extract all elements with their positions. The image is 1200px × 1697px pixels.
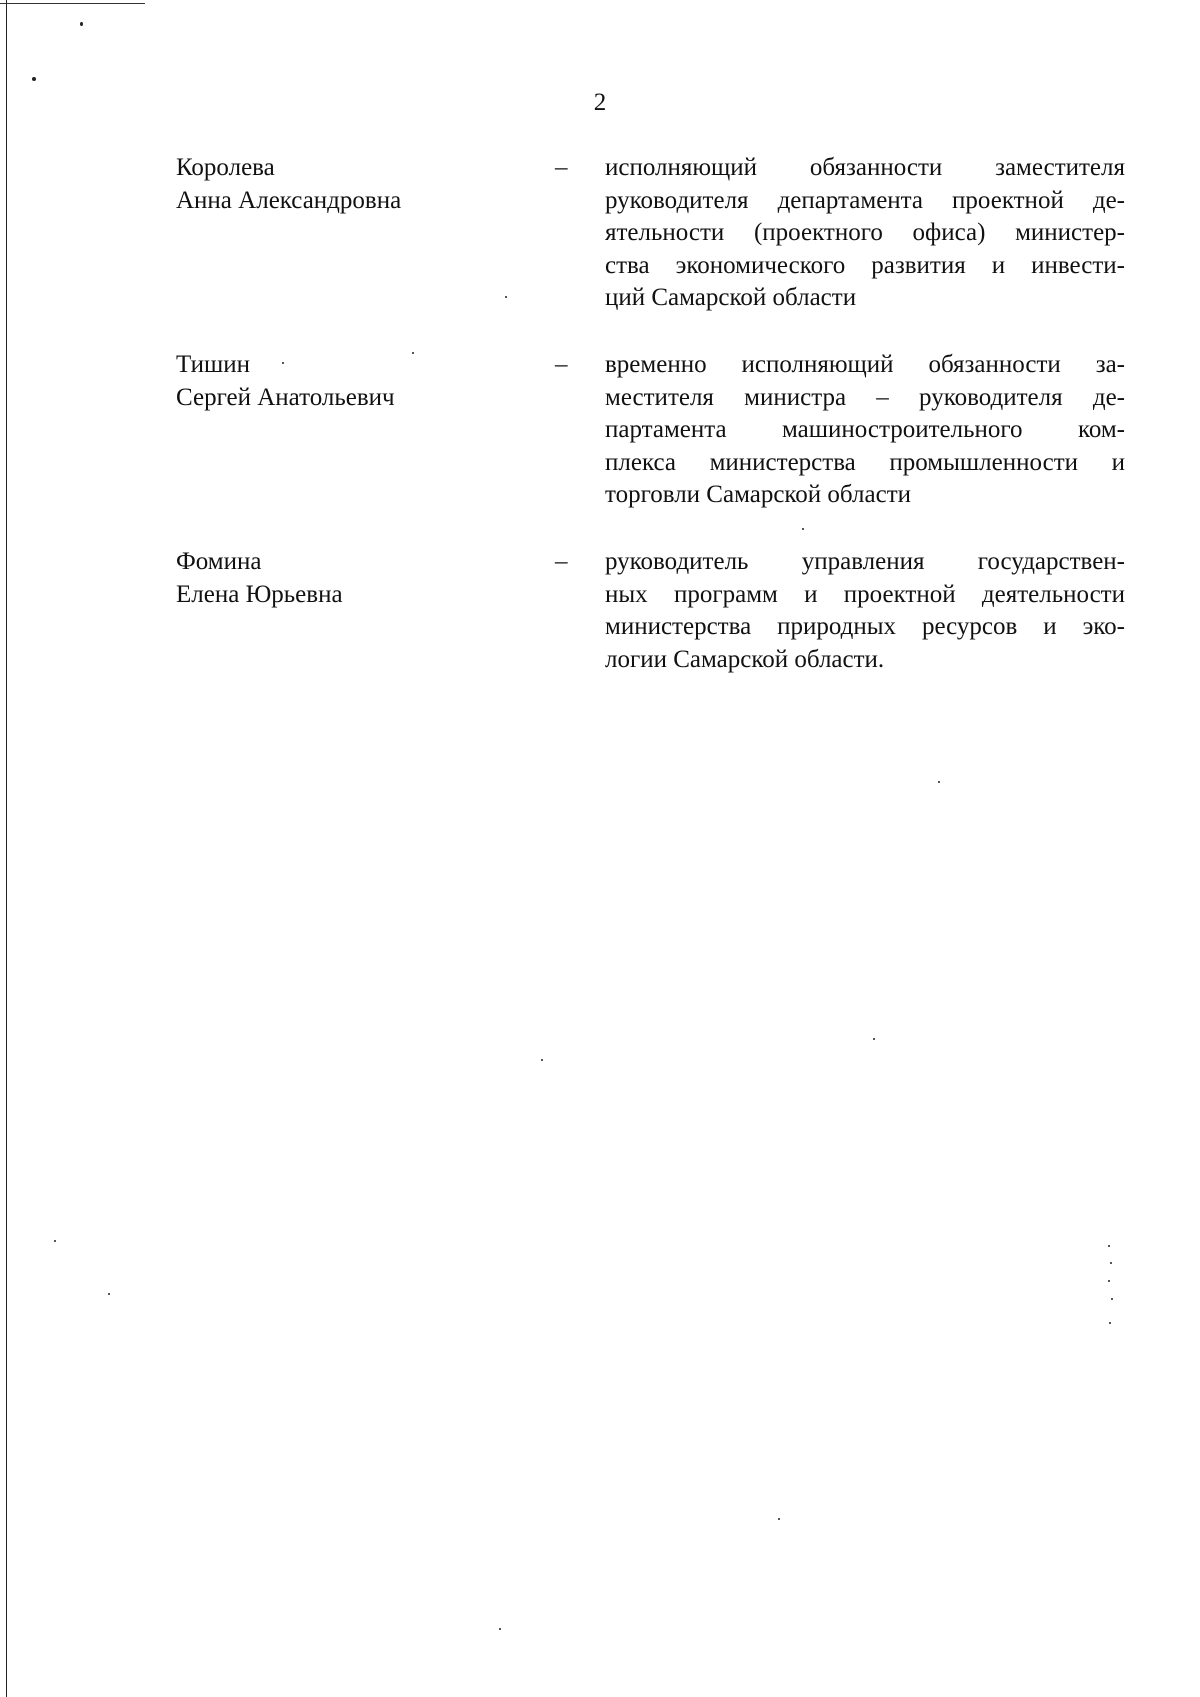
position-line: ятельности (проектного офиса) министер- (605, 219, 1125, 246)
scan-speck (1110, 1262, 1112, 1264)
position-line: логии Самарской области. (605, 645, 885, 673)
scan-edge-left (6, 0, 7, 1697)
scan-speck (1109, 1322, 1111, 1324)
person-given-names: Сергей Анатольевич (176, 383, 395, 411)
person-surname: Королева (176, 154, 275, 181)
person-surname: Тишин (176, 351, 251, 378)
scan-speck (802, 528, 804, 530)
scan-speck (54, 1240, 56, 1242)
entry-dash: – (555, 154, 568, 181)
position-line: плекса министерства промышленности и (605, 448, 1125, 476)
position-line: временно исполняющий обязанности за- (605, 351, 1125, 378)
person-position (605, 546, 1125, 676)
person-position (605, 152, 1125, 315)
scan-speck (873, 1038, 875, 1040)
person-name (176, 349, 506, 414)
person-name (176, 546, 506, 611)
position-line: руководителя департамента проектной де- (605, 186, 1125, 214)
person-surname: Фомина (176, 548, 262, 575)
entry-dash: – (555, 548, 568, 575)
position-line: торговли Самарской области (605, 481, 911, 508)
position-line: ства экономического развития и инвести- (605, 251, 1125, 279)
scan-speck (499, 1628, 501, 1630)
person-given-names: Елена Юрьевна (176, 580, 343, 608)
position-line: министерства природных ресурсов и эко- (605, 613, 1125, 640)
scan-speck (938, 781, 940, 783)
scan-speck (778, 1518, 780, 1520)
scan-speck (108, 1293, 110, 1295)
scan-speck (1108, 1280, 1110, 1282)
person-given-names: Анна Александровна (176, 186, 402, 214)
scan-speck (32, 77, 36, 81)
scan-speck (1111, 1298, 1113, 1300)
scan-speck (1108, 1245, 1110, 1247)
position-line: ций Самарской области (605, 284, 857, 311)
scan-speck (80, 22, 83, 26)
position-line: исполняющий обязанности заместителя (605, 154, 1125, 181)
entry-dash: – (555, 351, 568, 378)
position-line: партамента машиностроительного ком- (605, 416, 1125, 443)
scan-speck (505, 296, 507, 298)
position-line: местителя министра – руководителя де- (605, 383, 1125, 411)
position-line: ных программ и проектной деятельности (605, 580, 1125, 608)
scan-speck (541, 1059, 543, 1061)
page-number: 2 (593, 89, 607, 116)
person-name (176, 152, 506, 217)
position-line: руководитель управления государствен- (605, 548, 1125, 575)
scan-edge-top (0, 3, 145, 4)
person-position (605, 349, 1125, 512)
